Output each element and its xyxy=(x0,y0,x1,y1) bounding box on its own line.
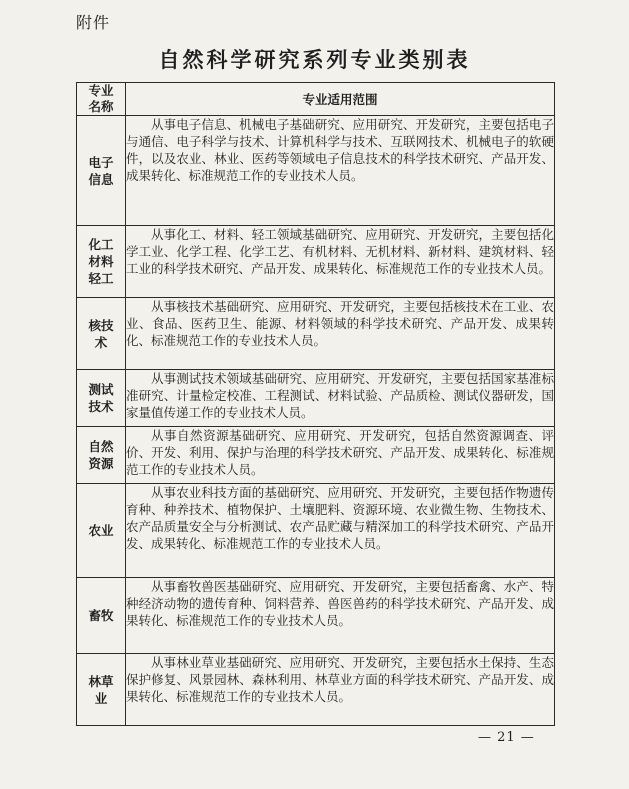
table-header-row xyxy=(77,83,555,116)
row-name xyxy=(77,116,126,226)
header-specialty-name-text: 专业名称 xyxy=(88,83,114,114)
table-row xyxy=(77,226,555,298)
row-name-text: 畜牧 xyxy=(88,608,114,623)
document-title: 自然科学研究系列专业类别表 xyxy=(158,47,471,72)
table-row xyxy=(77,654,555,726)
row-name xyxy=(77,370,126,427)
row-scope: 从事核技术基础研究、应用研究、开发研究，主要包括核技术在工业、农业、食品、医药卫生、能源、材料领域的科学技术研究、产品开发、成果转化、标准规范工作的专业技术人员。 xyxy=(126,298,555,370)
header-scope: 专业适用范围 xyxy=(126,83,555,116)
row-scope: 从事化工、材料、轻工领域基础研究、应用研究、开发研究，主要包括化学工业、化学工程、化学工艺、有机材料、无机材料、新材料、建筑材料、轻工业的科学技术研究、产品开发、成果转化、标准规范工作的专业技术人员。 xyxy=(126,226,555,298)
row-scope: 从事电子信息、机械电子基础研究、应用研究、开发研究，主要包括电子与通信、电子科学与技术、计算机科学与技术、互联网技术、机械电子的软硬件，以及农业、林业、医药等领域电子信息技术的科学技术研究、产品开发、成果转化、标准规范工作的专业技术人员。 xyxy=(126,116,555,226)
row-name xyxy=(77,427,126,484)
row-name-text: 农业 xyxy=(88,523,114,538)
table-row xyxy=(77,370,555,427)
row-name xyxy=(77,226,126,298)
row-name xyxy=(77,298,126,370)
table-row xyxy=(77,298,555,370)
table-row xyxy=(77,484,555,578)
row-name-text: 电子信息 xyxy=(88,154,114,187)
row-name-text: 化工材料轻工 xyxy=(88,237,114,286)
page-number: — 21 — xyxy=(478,730,535,745)
row-scope: 从事林业草业基础研究、应用研究、开发研究，主要包括水土保持、生态保护修复、风景园林、森林利用、林草业方面的科学技术研究、产品开发、成果转化、标准规范工作的专业技术人员。 xyxy=(126,654,555,726)
row-name-text: 自然资源 xyxy=(88,439,114,471)
table-row xyxy=(77,116,555,226)
table-row xyxy=(77,578,555,654)
row-scope: 从事畜牧兽医基础研究、应用研究、开发研究，主要包括畜禽、水产、特种经济动物的遗传育种、饲料营养、兽医兽药的科学技术研究、产品开发、成果转化、标准规范工作的专业技术人员。 xyxy=(126,578,555,654)
row-name xyxy=(77,654,126,726)
header-specialty-name xyxy=(77,83,126,116)
row-scope: 从事农业科技方面的基础研究、应用研究、开发研究，主要包括作物遗传育种、种养技术、植物保护、土壤肥料、资源环境、农业微生物、生物技术、农产品质量安全与分析测试、农产品贮藏与精深加工的科学技术研究、产品开发、成果转化、标准规范工作的专业技术人员。 xyxy=(126,484,555,578)
row-scope: 从事测试技术领域基础研究、应用研究、开发研究，主要包括国家基准标准研究、计量检定校准、工程测试、材料试验、产品质检、测试仪器研发，国家量值传递工作的专业技术人员。 xyxy=(126,370,555,427)
row-scope: 从事自然资源基础研究、应用研究、开发研究，包括自然资源调查、评价、开发、利用、保护与治理的科学技术研究、产品开发、成果转化、标准规范工作的专业技术人员。 xyxy=(126,427,555,484)
row-name xyxy=(77,484,126,578)
table-row xyxy=(77,427,555,484)
row-name xyxy=(77,578,126,654)
annex-label: 附件 xyxy=(76,13,111,32)
row-name-text: 核技术 xyxy=(88,317,114,350)
row-name-text: 测试技术 xyxy=(88,382,114,414)
row-name-text: 林草业 xyxy=(88,673,114,706)
specialty-table xyxy=(76,82,555,726)
